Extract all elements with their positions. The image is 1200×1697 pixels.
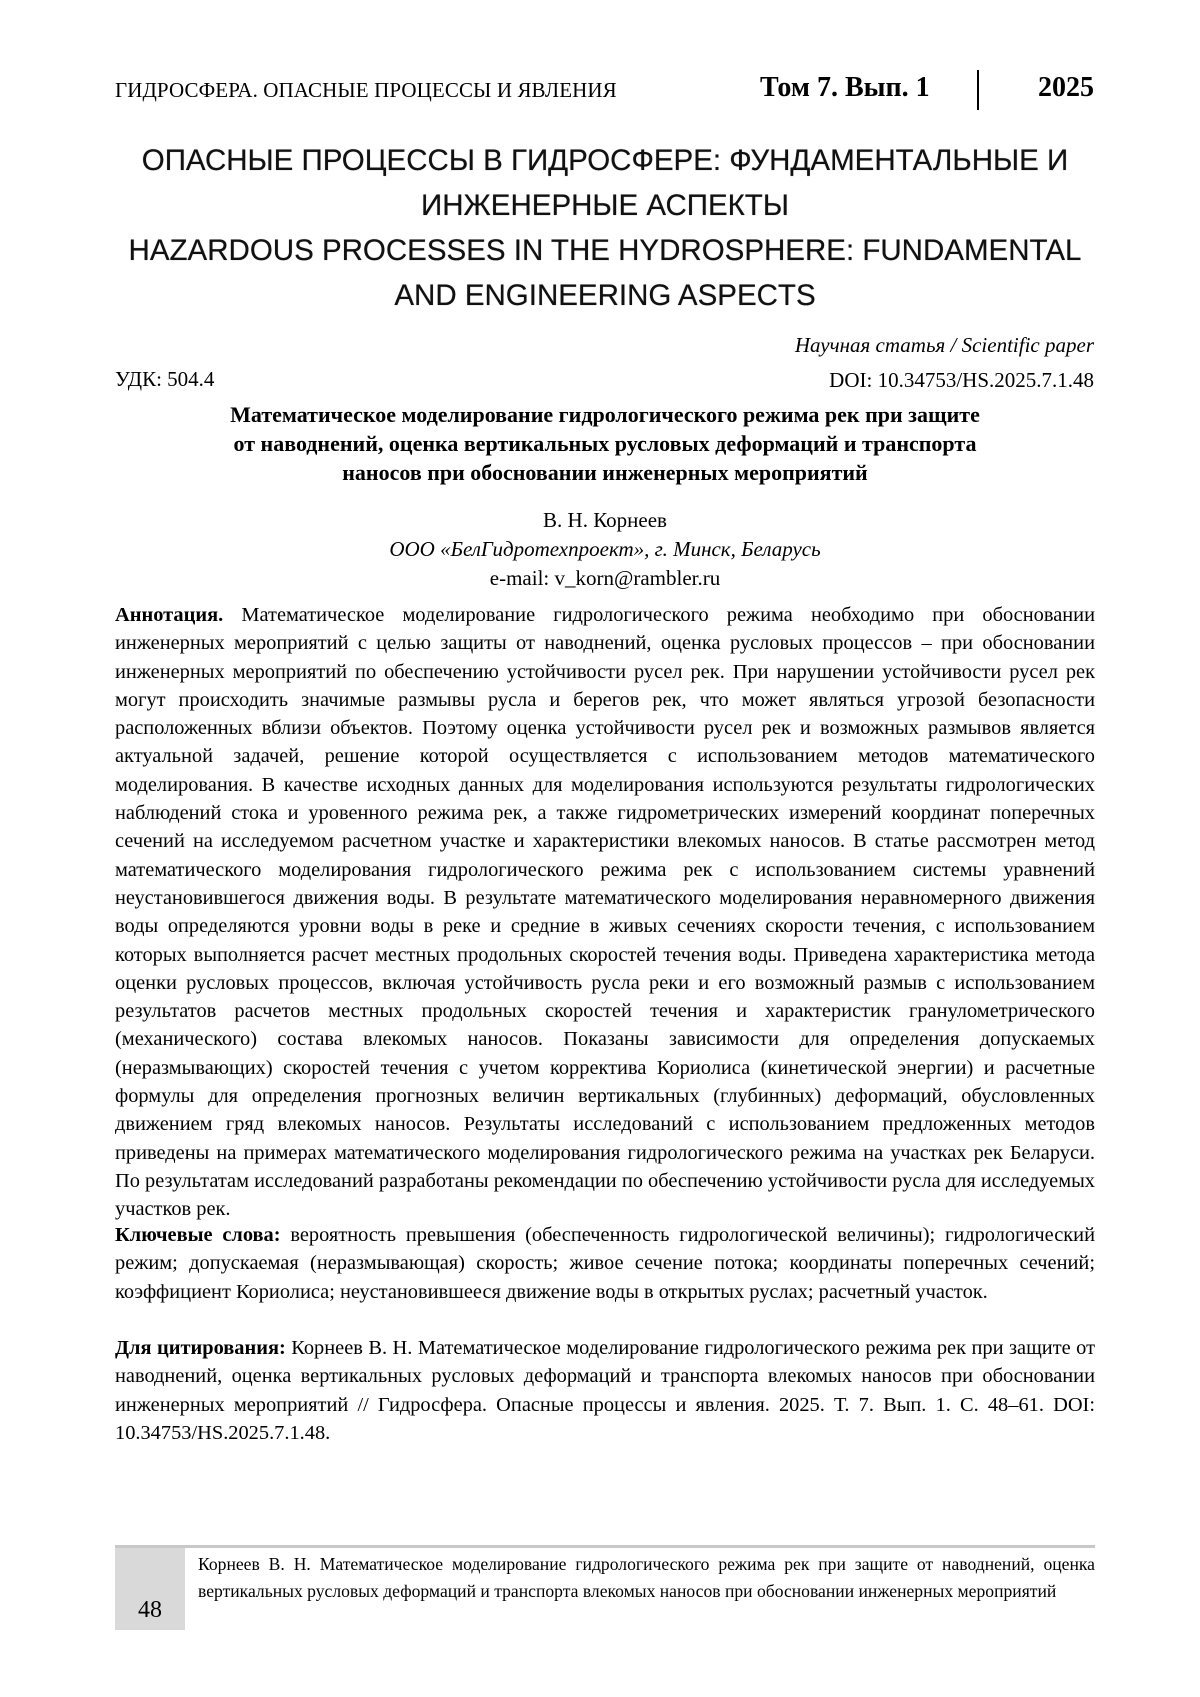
abstract-text: Математическое моделирование гидрологического режима необходимо при обосновании инженерных мероприятий с целью защиты от наводнений, оценка русловых процессов – при обосновании инженерных мероприятий по обеспечению устойчивости русел рек. При нарушении устойчивости русел рек могут происходить значимые размывы русла и берегов рек, что может являться угрозой безопасности расположенных вблизи объектов. Поэтому оценка устойчивости русел рек и возможных размывов является актуальной задачей, решение которой осуществляется с использованием методов математического моделирования. В качестве исходных данных для моделирования используются результаты гидрологических наблюдений стока и уровенного режима рек, а также гидрометрических измерений координат поперечных сечений на исследуемом расчетном участке и характеристики влекомых наносов. В статье рассмотрен метод математического моделирования гидрологического режима рек с использованием системы уравнений неустановившегося движения воды. В результате математического моделирования неравномерного движения воды определяются уровни воды в реке и средние в живых сечениях скорости течения, с использованием которых выполняется расчет местных продольных скоростей течения воды. Приведена характеристика метода оценки русловых процессов, включая устойчивость русла реки и его возможный размыв с использованием результатов расчетов местных продольных скоростей течения и характеристик гранулометрического (механического) состава влекомых наносов. Показаны зависимости для определения допускаемых (неразмывающих) скоростей течения с учетом корректива Кориолиса (кинетической энергии) и расчетные формулы для определения прогнозных величин вертикальных (глубинных) деформаций, обусловленных движением гряд влекомых наносов. Результаты исследований с использованием предложенных методов приведены на примерах математического моделирования гидрологического режима на участках рек Беларуси. По результатам исследований разработаны рекомендации по обеспечению устойчивости русла для исследуемых участков рек.	[115, 604, 1095, 1221]
citation-text: Корнеев В. Н. Математическое моделирование гидрологического режима рек при защите от наводнений, оценка вертикальных русловых деформаций и транспорта влекомых наносов при обосновании инженерных мероприятий // Гидросфера. Опасные процессы и явления. 2025. Т. 7. Вып. 1. С. 48–61. DOI: 10.34753/HS.2025.7.1.48.	[115, 1337, 1095, 1444]
section-title-line: ОПАСНЫЕ ПРОЦЕССЫ В ГИДРОСФЕРЕ: ФУНДАМЕНТАЛЬНЫЕ И	[141, 144, 1069, 177]
publication-year: 2025	[1038, 72, 1094, 103]
keywords-text: вероятность превышения (обеспеченность гидрологической величины); гидрологический режим; допускаемая (неразмывающая) скорость; живое сечение потока; координаты поперечных сечений; коэффициент Кориолиса; неустановившееся движение воды в открытых руслах; расчетный участок.	[115, 1224, 1095, 1303]
abstract	[115, 601, 1095, 1224]
udc-code: УДК: 504.4	[115, 367, 215, 391]
section-title-line: ИНЖЕНЕРНЫЕ АСПЕКТЫ	[421, 189, 789, 222]
footer-rule	[115, 1545, 1095, 1548]
author-name: В. Н. Корнеев	[543, 508, 667, 532]
keywords	[115, 1221, 1095, 1306]
doi[interactable]: DOI: 10.34753/HS.2025.7.1.48	[829, 368, 1094, 392]
section-title-line: AND ENGINEERING ASPECTS	[394, 279, 816, 312]
page-number-box	[115, 1548, 185, 1630]
volume-issue: Том 7. Вып. 1	[760, 72, 930, 103]
article-title-line: от наводнений, оценка вертикальных русловых деформаций и транспорта	[233, 431, 977, 456]
author-affiliation: ООО «БелГидротехпроект», г. Минск, Беларусь	[389, 537, 821, 561]
author-email[interactable]: e-mail: v_korn@rambler.ru	[489, 566, 721, 590]
header-separator	[977, 70, 979, 110]
article-title-line: наносов при обосновании инженерных мероприятий	[342, 460, 868, 485]
article-title	[115, 400, 1095, 487]
journal-name: ГИДРОСФЕРА. ОПАСНЫЕ ПРОЦЕССЫ И ЯВЛЕНИЯ	[115, 78, 617, 102]
citation	[115, 1334, 1095, 1447]
article-title-line: Математическое моделирование гидрологического режима рек при защите	[230, 402, 980, 427]
paper-type: Научная статья / Scientific paper	[794, 333, 1094, 357]
section-title	[115, 138, 1095, 318]
citation-label: Для цитирования:	[115, 1337, 286, 1359]
abstract-label: Аннотация.	[115, 604, 224, 626]
page-number: 48	[138, 1597, 162, 1623]
section-title-line: HAZARDOUS PROCESSES IN THE HYDROSPHERE: FUNDAMENTAL	[128, 234, 1082, 267]
footer-running-citation: Корнеев В. Н. Математическое моделирование гидрологического режима рек при защите от наводнений, оценка вертикальных русловых деформаций и транспорта влекомых наносов при обосновании инженерных мероприятий	[198, 1554, 1095, 1601]
keywords-label: Ключевые слова:	[115, 1224, 281, 1246]
